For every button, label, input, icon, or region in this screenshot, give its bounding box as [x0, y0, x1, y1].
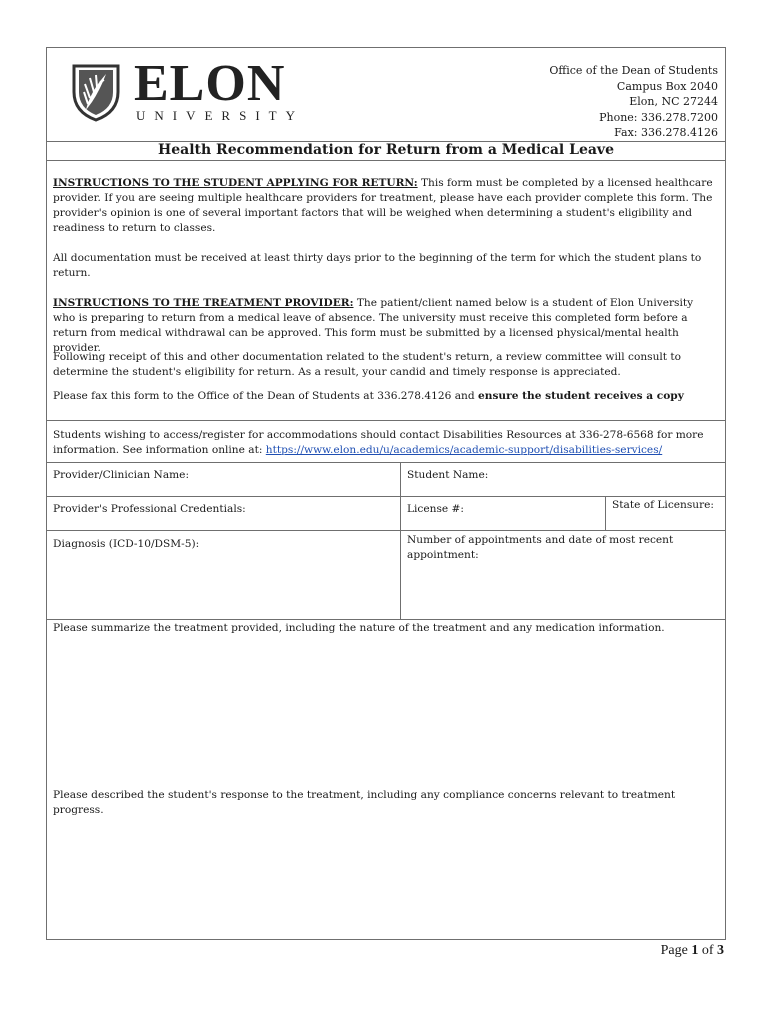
address-line: Elon, NC 27244 — [629, 95, 718, 108]
fax-note — [53, 389, 718, 404]
treatment-summary-field[interactable]: Please summarize the treatment provided, including the nature of the treatment and any medication information. — [53, 622, 665, 634]
accommodations-note — [53, 428, 718, 458]
elon-university-logo — [70, 55, 304, 124]
logo-word: ELON — [134, 55, 286, 112]
form-title: Health Recommendation for Return from a Medical Leave — [158, 142, 614, 158]
divider — [46, 530, 726, 531]
treatment-response-field[interactable]: Please described the student's response to the treatment, including any compliance concerns relevant to treatment progress. — [53, 789, 676, 816]
fax-note-text: Please fax this form to the Office of the Dean of Students at 336.278.4126 and — [53, 390, 479, 402]
provider-instructions — [53, 296, 718, 356]
page-current: 1 — [691, 943, 699, 958]
review-note: Following receipt of this and other documentation related to the student's return, a review committee will consult to determine the student's eligibility for return. As a result, your candid and timely response is appreciated. — [53, 351, 682, 378]
page-of: of — [698, 943, 717, 958]
page-total: 3 — [717, 943, 724, 958]
shield-leaf-icon — [70, 62, 122, 122]
divider — [400, 462, 401, 619]
credentials-field[interactable]: Provider's Professional Credentials: — [53, 503, 246, 515]
provider-instructions-text: The patient/client named below is a student of Elon University who is preparing to return from a medical leave of absence. The university must receive this completed form before a return from medical withdrawal can be approved. This form must be submitted by a licensed physical/mental health provider. — [53, 297, 694, 354]
address-line: Campus Box 2040 — [616, 79, 718, 93]
appointments-field[interactable]: Number of appointments and date of most recent appointment: — [407, 534, 674, 561]
disabilities-resources-link[interactable]: https://www.elon.edu/u/academics/academic-support/disabilities-services/ — [265, 444, 663, 456]
divider — [46, 619, 726, 620]
accommodations-text: Students wishing to access/register for accommodations should contact Disabilities Resources at 336-278-6568 for more information. See information online at: — [53, 429, 704, 456]
provider-name-field[interactable]: Provider/Clinician Name: — [53, 469, 190, 481]
license-field[interactable]: License #: — [407, 503, 464, 515]
divider — [46, 420, 726, 421]
address-line: Office of the Dean of Students — [549, 64, 718, 77]
student-instructions-label: INSTRUCTIONS TO THE STUDENT APPLYING FOR RETURN: — [53, 177, 418, 189]
address-line: Fax: 336.278.4126 — [614, 126, 718, 139]
student-instructions-text: This form must be completed by a licensed healthcare provider. If you are seeing multiple healthcare providers for treatment, please have each provider complete this form. The provider's opinion is one of several important factors that will be weighed when determining a student's eligibility and readiness to return to classes. — [53, 177, 713, 234]
logo-subtitle: UNIVERSITY — [136, 108, 304, 123]
page-label: Page — [660, 943, 692, 958]
office-address — [549, 63, 718, 141]
divider — [46, 496, 726, 497]
documentation-note: All documentation must be received at least thirty days prior to the beginning of the term for which the student plans to return. — [53, 252, 702, 279]
divider — [46, 160, 726, 161]
diagnosis-field[interactable]: Diagnosis (ICD-10/DSM-5): — [53, 538, 200, 550]
address-line: Phone: 336.278.7200 — [599, 110, 718, 124]
student-instructions — [53, 176, 718, 236]
page-number — [661, 943, 724, 959]
provider-instructions-label: INSTRUCTIONS TO THE TREATMENT PROVIDER: — [53, 297, 354, 309]
divider — [605, 496, 606, 530]
divider — [46, 462, 726, 463]
state-of-licensure-field[interactable]: State of Licensure: — [612, 499, 715, 511]
student-name-field[interactable]: Student Name: — [407, 469, 489, 481]
fax-note-emphasis: ensure the student receives a copy — [478, 390, 684, 402]
